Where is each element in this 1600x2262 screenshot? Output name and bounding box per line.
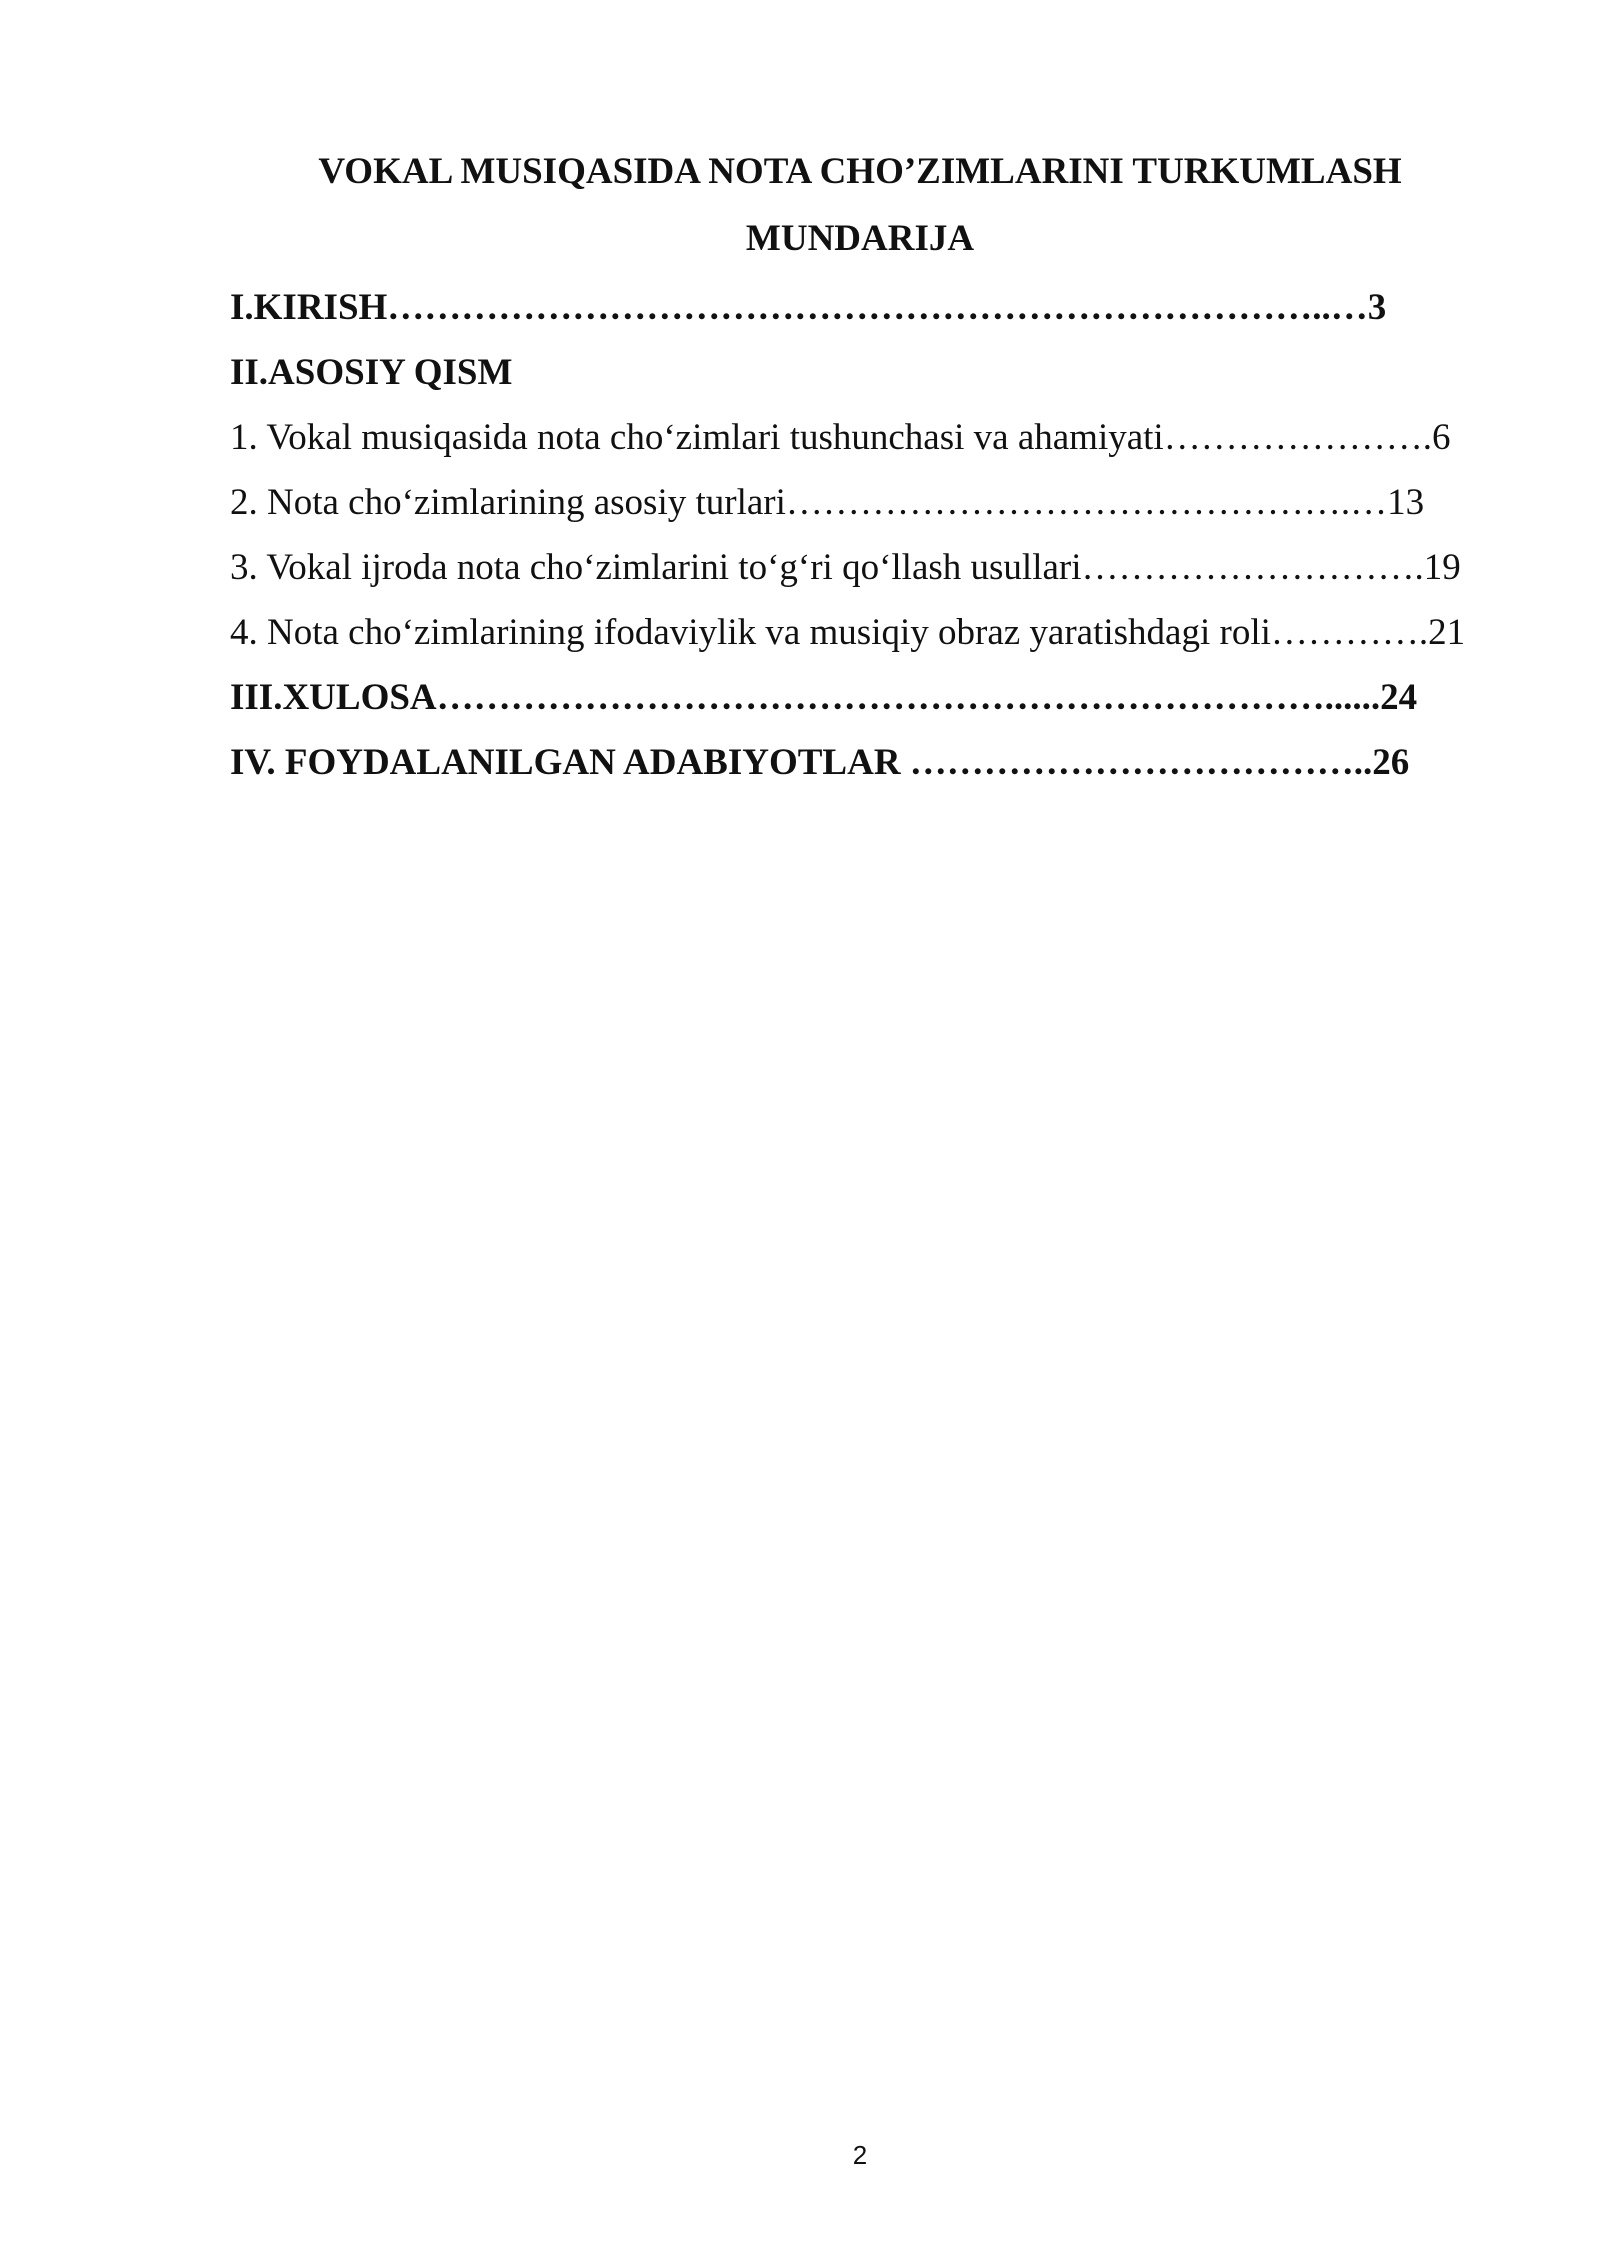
table-of-contents [230,282,1510,802]
toc-entry-kirish: I.KIRISH…………………………………………………………………..…3 [230,287,1387,328]
toc-entry-asosiy-qism: II.ASOSIY QISM [230,352,513,393]
contents-heading: MUNDARIJA [745,218,975,259]
document-title: VOKAL MUSIQASIDA NOTA CHO’ZIMLARINI TURKUMLASH [318,151,1402,192]
toc-entry-xulosa: III.XULOSA………………………………………………………………......24 [230,677,1418,718]
toc-entry-4: 4. Nota cho‘zimlarining ifodaviylik va musiqiy obraz yaratishdagi roli………….21 [230,612,1466,653]
page-number: 2 [852,2140,868,2170]
toc-entry-1: 1. Vokal musiqasida nota cho‘zimlari tushunchasi va ahamiyati………………….6 [230,417,1451,458]
toc-entry-2: 2. Nota cho‘zimlarining asosiy turlari……………………………………….…13 [230,482,1425,523]
toc-entry-3: 3. Vokal ijroda nota cho‘zimlarini to‘g‘ri qo‘llash usullari……………………….19 [230,547,1461,588]
toc-entry-adabiyotlar: IV. FOYDALANILGAN ADABIYOTLAR ………………………………..26 [230,742,1410,783]
